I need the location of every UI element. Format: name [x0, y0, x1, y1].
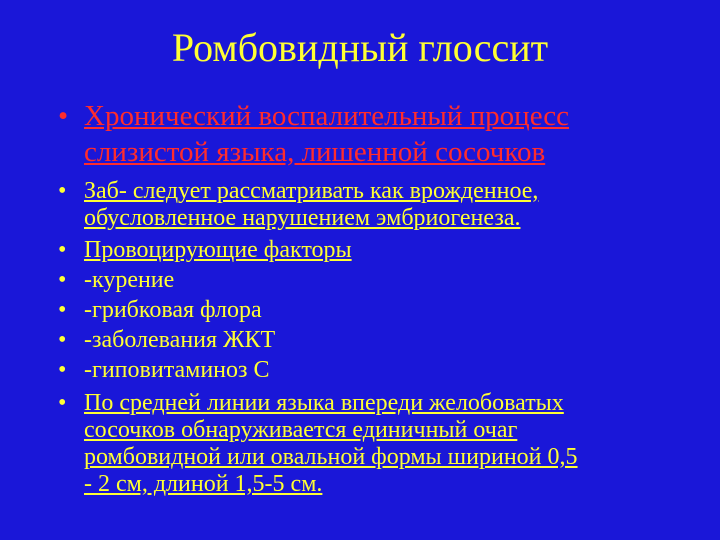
bullet-line: - 2 см, длиной 1,5-5 см. [84, 471, 323, 497]
bullet-line: Хронический воспалительный процесс [84, 100, 570, 132]
bullet-icon: • [58, 178, 67, 204]
slide-title: Ромбовидный глоссит [171, 25, 549, 70]
bullet-icon: • [58, 297, 67, 323]
bullet-icon: • [58, 100, 69, 132]
bullet-line: -курение [84, 267, 175, 293]
bullet-icon: • [58, 357, 67, 383]
bullet-line: ромбовидной или овальной формы шириной 0,5 [84, 444, 578, 470]
bullet-icon: • [58, 390, 67, 416]
bullet-icon: • [58, 327, 67, 353]
bullet-line: Заб- следует рассматривать как врожденное, [84, 178, 539, 204]
bullet-line: слизистой языка, лишенной сосочков [84, 136, 546, 168]
bullet-line: -грибковая флора [84, 297, 262, 323]
bullet-icon: • [58, 237, 67, 263]
bullet-line: Провоцирующие факторы [84, 237, 352, 263]
bullet-line: обусловленное нарушением эмбриогенеза. [84, 205, 521, 231]
bullet-line: -заболевания ЖКТ [84, 327, 276, 353]
bullet-line: сосочков обнаруживается единичный очаг [84, 417, 518, 443]
bullet-line: -гиповитаминоз С [84, 357, 270, 383]
bullet-line: По средней линии языка впереди желобоватых [84, 390, 564, 416]
bullet-icon: • [58, 267, 67, 293]
